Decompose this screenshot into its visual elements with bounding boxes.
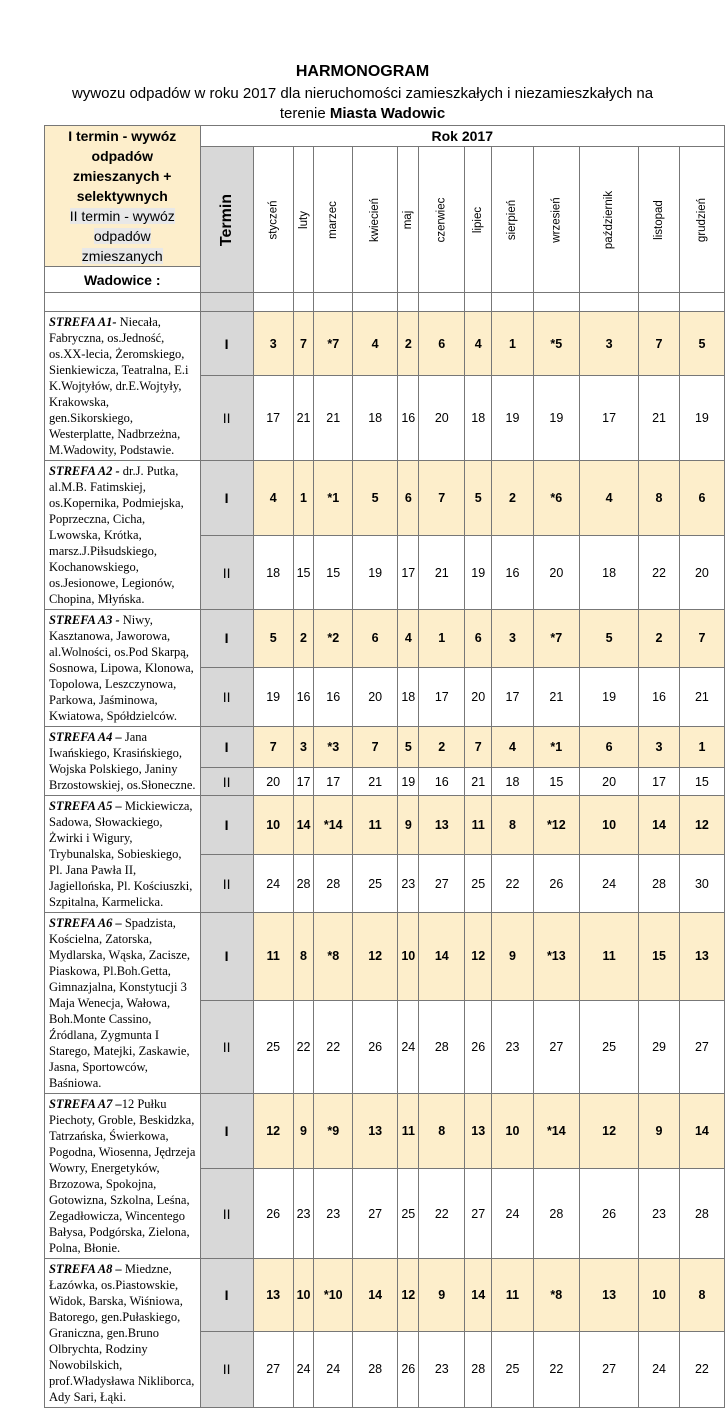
term-2-date: 28 xyxy=(533,1169,579,1259)
term-1-date: 5 xyxy=(679,312,724,376)
term-2-date: 27 xyxy=(253,1331,293,1407)
term-1-date: 10 xyxy=(253,796,293,855)
term-1-date: 13 xyxy=(253,1259,293,1332)
month-header xyxy=(253,147,293,293)
term-1-date: 14 xyxy=(293,796,314,855)
term-2-date: 27 xyxy=(679,1000,724,1093)
blank-cell xyxy=(200,293,253,312)
term-2-date: 17 xyxy=(580,376,639,461)
term-1-date: 9 xyxy=(419,1259,465,1332)
term-2-date: 21 xyxy=(679,667,724,726)
term-2-date: 20 xyxy=(465,667,492,726)
blank-cell xyxy=(398,293,419,312)
term-2-date: 28 xyxy=(639,855,680,913)
term-2-date: 28 xyxy=(293,855,314,913)
term-1-date: 13 xyxy=(419,796,465,855)
term-1-date: 8 xyxy=(492,796,533,855)
term-2-date: 28 xyxy=(679,1169,724,1259)
month-label: grudzień xyxy=(695,197,708,242)
term-2-date: 16 xyxy=(293,667,314,726)
term-1-date: 8 xyxy=(679,1259,724,1332)
term-2-date: 21 xyxy=(419,536,465,610)
zone-streets-cell xyxy=(45,1259,201,1408)
term-2-date: 24 xyxy=(293,1331,314,1407)
term-2-date: 26 xyxy=(398,1331,419,1407)
term-1-date: 6 xyxy=(580,727,639,768)
month-header xyxy=(533,147,579,293)
term-1-date: 11 xyxy=(580,913,639,1001)
blank-cell xyxy=(465,293,492,312)
term-1-date: 11 xyxy=(465,796,492,855)
term-1-date: 3 xyxy=(580,312,639,376)
zone-streets: Miedzne, Łazówka, os.Piastowskie, Widok, Barska, Wiśniowa, Batorego, gen.Pułaskiego, Graniczna, gen.Bruno Olbrychta, Rodziny Nowobilskich, prof.Władysława Nikliborca, Ady Sari, Łąki. xyxy=(49,1262,195,1404)
term-2-date: 20 xyxy=(419,376,465,461)
term-1-date: 8 xyxy=(419,1094,465,1169)
term-2-date: 15 xyxy=(293,536,314,610)
year-header: Rok 2017 xyxy=(200,126,724,147)
term-1-date: 2 xyxy=(398,312,419,376)
term-1-date: 14 xyxy=(353,1259,398,1332)
term-1-date: *7 xyxy=(314,312,353,376)
term-1-date: 1 xyxy=(492,312,533,376)
term-1-date: 13 xyxy=(465,1094,492,1169)
term-1-date: 4 xyxy=(580,461,639,536)
term-2-date: 16 xyxy=(492,536,533,610)
term-2-date: 23 xyxy=(492,1000,533,1093)
term-1-date: 4 xyxy=(465,312,492,376)
term-1-date: *1 xyxy=(314,461,353,536)
term-2-date: 15 xyxy=(679,768,724,796)
month-header xyxy=(398,147,419,293)
month-header xyxy=(492,147,533,293)
term-2-date: 26 xyxy=(253,1169,293,1259)
term-2-date: 16 xyxy=(419,768,465,796)
month-label: marzec xyxy=(327,200,340,239)
term-2-date: 19 xyxy=(679,376,724,461)
term-2-date: 17 xyxy=(293,768,314,796)
term-2-date: 20 xyxy=(580,768,639,796)
term-1-date: 8 xyxy=(293,913,314,1001)
term-1-date: 9 xyxy=(492,913,533,1001)
term-2-date: 19 xyxy=(580,667,639,726)
term-2-date: 26 xyxy=(465,1000,492,1093)
month-header xyxy=(293,147,314,293)
term-2-label: II xyxy=(200,768,253,796)
term-2-date: 18 xyxy=(580,536,639,610)
term-1-date: 4 xyxy=(398,610,419,668)
month-label: kwiecień xyxy=(369,197,382,242)
term-2-date: 19 xyxy=(353,536,398,610)
term-1-date: *10 xyxy=(314,1259,353,1332)
term-2-date: 28 xyxy=(419,1000,465,1093)
term-2-label: II xyxy=(200,1331,253,1407)
blank-cell xyxy=(639,293,680,312)
zone-row-term1 xyxy=(45,461,725,536)
term-1-date: 7 xyxy=(353,727,398,768)
zone-name: STREFA A1- xyxy=(49,315,117,329)
term-2-date: 20 xyxy=(253,768,293,796)
month-label: sierpień xyxy=(506,199,519,240)
term-1-label: I xyxy=(200,796,253,855)
zone-streets: 12 Pułku Piechoty, Groble, Beskidzka, Tatrzańska, Świerkowa, Pogodna, Wiosenna, Jędrzeja Wowry, Energetyków, Brzozowa, Spokojna, Gotowizna, Szkolna, Leśna, Zegadłowicza, Wincentego Bałysa, Podgórska, Zielona, Polna, Błonie. xyxy=(49,1097,196,1255)
blank-cell xyxy=(353,293,398,312)
zone-streets-cell xyxy=(45,796,201,913)
term-2-date: 18 xyxy=(253,536,293,610)
month-label: październik xyxy=(603,190,616,249)
blank-cell xyxy=(293,293,314,312)
term-1-date: 2 xyxy=(419,727,465,768)
zone-row-term1 xyxy=(45,796,725,855)
term-1-date: 12 xyxy=(580,1094,639,1169)
term-2-date: 24 xyxy=(314,1331,353,1407)
term-1-date: 14 xyxy=(639,796,680,855)
term-1-date: 7 xyxy=(679,610,724,668)
town-label: Wadowice : xyxy=(45,267,201,293)
term-1-date: *3 xyxy=(314,727,353,768)
term-1-date: *14 xyxy=(314,796,353,855)
blank-cell xyxy=(580,293,639,312)
term-1-date: *14 xyxy=(533,1094,579,1169)
term-2-date: 26 xyxy=(353,1000,398,1093)
subtitle-bold: Miasta Wadowic xyxy=(329,105,446,122)
month-label: czerwiec xyxy=(435,197,448,242)
zone-streets: dr.J. Putka, al.M.B. Fatimskiej, os.Kopernika, Podmiejska, Poprzeczna, Cicha, Lwowska, Krótka, marsz.J.Piłsudskiego, Kochanowskiego, os.Jesionowe, Legionów, Chopina, Młyńska. xyxy=(49,464,184,606)
term-2-date: 17 xyxy=(419,667,465,726)
term-1-date: 13 xyxy=(353,1094,398,1169)
term-1-date: *6 xyxy=(533,461,579,536)
month-header xyxy=(679,147,724,293)
zone-streets: Spadzista, Kościelna, Zatorska, Mydlarska, Wąska, Zacisze, Piaskowa, Pl.Boh.Getta, Gimnazjalna, Konstytucji 3 Maja Wenecja, Wałowa, Boh.Monte Cassino, Źródlana, Zygmunta I Starego, Matejki, Zaskawie, Jasna, Sportowców, Baśniowa. xyxy=(49,916,191,1090)
term-1-date: *7 xyxy=(533,610,579,668)
month-header xyxy=(580,147,639,293)
zone-streets: Jana Iwańskiego, Krasińskiego, Wojska Polskiego, Janiny Brzostowskiej, os.Słoneczne. xyxy=(49,730,196,792)
term-1-date: 4 xyxy=(253,461,293,536)
zone-streets-cell xyxy=(45,312,201,461)
term-2-date: 24 xyxy=(253,855,293,913)
term-1-date: 7 xyxy=(639,312,680,376)
term-1-date: 5 xyxy=(465,461,492,536)
term-1-date: 10 xyxy=(580,796,639,855)
term-1-date: 7 xyxy=(253,727,293,768)
term-2-date: 28 xyxy=(314,855,353,913)
page-title: HARMONOGRAM xyxy=(295,63,430,80)
term-2-label: II xyxy=(200,667,253,726)
term-2-date: 20 xyxy=(533,536,579,610)
term-2-date: 21 xyxy=(639,376,680,461)
term-2-date: 15 xyxy=(533,768,579,796)
term-2-date: 23 xyxy=(314,1169,353,1259)
term-2-date: 29 xyxy=(639,1000,680,1093)
legend-line1: I termin - wywóz odpadów xyxy=(68,128,177,164)
legend-line2: zmieszanych + selektywnych xyxy=(73,168,172,204)
term-2-date: 22 xyxy=(639,536,680,610)
term-2-date: 28 xyxy=(353,1331,398,1407)
month-label: wrzesień xyxy=(550,196,563,243)
term-1-date: 3 xyxy=(293,727,314,768)
term-1-date: 10 xyxy=(293,1259,314,1332)
blank-cell xyxy=(419,293,465,312)
term-1-label: I xyxy=(200,727,253,768)
zone-streets-cell xyxy=(45,461,201,610)
term-2-date: 25 xyxy=(580,1000,639,1093)
term-2-date: 27 xyxy=(353,1169,398,1259)
zone-name: STREFA A8 – xyxy=(49,1262,122,1276)
zone-name: STREFA A3 - xyxy=(49,613,120,627)
term-2-date: 20 xyxy=(679,536,724,610)
term-1-date: 7 xyxy=(293,312,314,376)
term-2-date: 19 xyxy=(533,376,579,461)
term-2-date: 27 xyxy=(580,1331,639,1407)
term-2-date: 24 xyxy=(639,1331,680,1407)
zone-streets-cell xyxy=(45,610,201,727)
term-1-date: 9 xyxy=(293,1094,314,1169)
term-1-date: 4 xyxy=(353,312,398,376)
term-1-date: 11 xyxy=(398,1094,419,1169)
term-1-date: 12 xyxy=(353,913,398,1001)
term-2-date: 21 xyxy=(465,768,492,796)
term-2-label: II xyxy=(200,1000,253,1093)
legend-line3: II termin - wywóz odpadów xyxy=(69,208,175,244)
term-1-date: 5 xyxy=(580,610,639,668)
term-2-date: 19 xyxy=(253,667,293,726)
term-2-date: 26 xyxy=(533,855,579,913)
term-1-label: I xyxy=(200,312,253,376)
term-2-date: 21 xyxy=(293,376,314,461)
term-2-date: 16 xyxy=(639,667,680,726)
subtitle-line1: wywozu odpadów w roku 2017 dla nieruchomości zamieszkałych i niezamieszkałych na xyxy=(71,85,654,102)
zone-streets-cell xyxy=(45,913,201,1094)
term-1-date: 10 xyxy=(639,1259,680,1332)
term-1-label: I xyxy=(200,610,253,668)
zone-name: STREFA A5 – xyxy=(49,799,122,813)
term-2-date: 22 xyxy=(679,1331,724,1407)
term-1-date: 9 xyxy=(639,1094,680,1169)
term-1-date: 2 xyxy=(639,610,680,668)
term-2-date: 17 xyxy=(492,667,533,726)
term-1-date: 8 xyxy=(639,461,680,536)
blank-cell xyxy=(492,293,533,312)
zone-row-term1 xyxy=(45,1259,725,1332)
termin-header xyxy=(200,147,253,293)
term-1-date: 10 xyxy=(492,1094,533,1169)
term-1-date: 3 xyxy=(492,610,533,668)
term-1-date: *8 xyxy=(314,913,353,1001)
term-2-date: 21 xyxy=(353,768,398,796)
term-2-label: II xyxy=(200,855,253,913)
term-1-date: 11 xyxy=(492,1259,533,1332)
term-2-date: 28 xyxy=(465,1331,492,1407)
term-2-date: 25 xyxy=(492,1331,533,1407)
month-header xyxy=(353,147,398,293)
zone-name: STREFA A6 – xyxy=(49,916,122,930)
term-1-date: *8 xyxy=(533,1259,579,1332)
term-1-date: *13 xyxy=(533,913,579,1001)
month-label: listopad xyxy=(653,199,666,240)
term-1-date: 6 xyxy=(465,610,492,668)
term-1-date: *5 xyxy=(533,312,579,376)
month-header xyxy=(639,147,680,293)
term-2-date: 30 xyxy=(679,855,724,913)
legend-line4: zmieszanych xyxy=(81,248,163,264)
term-1-date: 12 xyxy=(679,796,724,855)
term-2-date: 18 xyxy=(353,376,398,461)
month-header xyxy=(314,147,353,293)
term-1-date: *12 xyxy=(533,796,579,855)
term-2-date: 18 xyxy=(492,768,533,796)
subtitle-prefix: terenie xyxy=(279,105,330,122)
term-2-label: II xyxy=(200,1169,253,1259)
legend-cell xyxy=(45,126,201,267)
term-1-date: 3 xyxy=(639,727,680,768)
term-2-date: 24 xyxy=(398,1000,419,1093)
term-1-date: 4 xyxy=(492,727,533,768)
schedule-table xyxy=(44,125,725,1408)
term-1-date: 5 xyxy=(253,610,293,668)
term-2-date: 27 xyxy=(419,855,465,913)
term-1-date: 9 xyxy=(398,796,419,855)
zone-row-term1 xyxy=(45,1094,725,1169)
zone-row-term1 xyxy=(45,610,725,668)
month-label: luty xyxy=(297,210,310,229)
term-2-date: 17 xyxy=(639,768,680,796)
term-1-date: 2 xyxy=(492,461,533,536)
zone-name: STREFA A4 – xyxy=(49,730,122,744)
term-1-label: I xyxy=(200,1259,253,1332)
term-1-label: I xyxy=(200,1094,253,1169)
term-1-date: 12 xyxy=(398,1259,419,1332)
term-1-date: 6 xyxy=(398,461,419,536)
blank-cell xyxy=(679,293,724,312)
term-1-date: 2 xyxy=(293,610,314,668)
term-2-date: 17 xyxy=(398,536,419,610)
page-subtitle xyxy=(40,84,685,124)
term-2-date: 25 xyxy=(253,1000,293,1093)
term-2-date: 16 xyxy=(314,667,353,726)
zone-streets-cell xyxy=(45,727,201,796)
term-1-date: 5 xyxy=(353,461,398,536)
zone-streets-cell xyxy=(45,1094,201,1259)
term-1-date: 1 xyxy=(419,610,465,668)
term-1-label: I xyxy=(200,461,253,536)
term-1-date: 14 xyxy=(465,1259,492,1332)
term-1-date: *9 xyxy=(314,1094,353,1169)
term-1-date: *1 xyxy=(533,727,579,768)
term-2-date: 18 xyxy=(465,376,492,461)
month-label: lipiec xyxy=(472,206,485,233)
term-2-date: 25 xyxy=(398,1169,419,1259)
term-1-date: 11 xyxy=(253,913,293,1001)
term-1-date: 3 xyxy=(253,312,293,376)
zone-name: STREFA A2 - xyxy=(49,464,120,478)
zone-name: STREFA A7 – xyxy=(49,1097,122,1111)
term-1-date: 12 xyxy=(253,1094,293,1169)
termin-label: Termin xyxy=(217,193,235,246)
term-1-date: 5 xyxy=(398,727,419,768)
month-header xyxy=(419,147,465,293)
term-2-date: 18 xyxy=(398,667,419,726)
blank-cell xyxy=(45,293,201,312)
term-2-date: 24 xyxy=(492,1169,533,1259)
term-2-date: 19 xyxy=(398,768,419,796)
zone-streets: Niwy, Kasztanowa, Jaworowa, al.Wolności, os.Pod Skarpą, Sosnowa, Lipowa, Klonowa, Topolowa, Leszczynowa, Parkowa, Jaśminowa, Kwiatowa, Spółdzielców. xyxy=(49,613,194,723)
term-2-date: 22 xyxy=(293,1000,314,1093)
term-1-date: 11 xyxy=(353,796,398,855)
term-1-date: 12 xyxy=(465,913,492,1001)
term-2-date: 22 xyxy=(533,1331,579,1407)
zone-row-term1 xyxy=(45,727,725,768)
term-2-date: 22 xyxy=(419,1169,465,1259)
term-1-date: 15 xyxy=(639,913,680,1001)
blank-row xyxy=(45,293,725,312)
term-2-date: 23 xyxy=(398,855,419,913)
month-label: maj xyxy=(402,210,415,229)
term-1-date: 6 xyxy=(679,461,724,536)
term-2-date: 17 xyxy=(314,768,353,796)
term-1-date: 13 xyxy=(679,913,724,1001)
term-2-date: 21 xyxy=(314,376,353,461)
term-1-date: 14 xyxy=(419,913,465,1001)
term-2-date: 27 xyxy=(465,1169,492,1259)
term-1-date: 6 xyxy=(353,610,398,668)
term-1-date: 6 xyxy=(419,312,465,376)
month-label: styczeń xyxy=(267,200,280,239)
term-1-date: 14 xyxy=(679,1094,724,1169)
term-1-date: 1 xyxy=(293,461,314,536)
term-2-date: 20 xyxy=(353,667,398,726)
term-2-date: 16 xyxy=(398,376,419,461)
zone-row-term1 xyxy=(45,312,725,376)
term-2-date: 23 xyxy=(639,1169,680,1259)
blank-cell xyxy=(533,293,579,312)
term-2-date: 15 xyxy=(314,536,353,610)
term-2-date: 26 xyxy=(580,1169,639,1259)
blank-cell xyxy=(253,293,293,312)
term-1-date: 13 xyxy=(580,1259,639,1332)
zone-streets: Mickiewicza, Sadowa, Słowackiego, Żwirki i Wigury, Trybunalska, Sobieskiego, Pl. Jana Pawła II, Jagiellońska, Pl. Kościuszki, Szpitalna, Karmelicka. xyxy=(49,799,193,909)
schedule-body xyxy=(45,126,725,1408)
term-2-date: 19 xyxy=(465,536,492,610)
term-2-label: II xyxy=(200,376,253,461)
term-1-label: I xyxy=(200,913,253,1001)
term-2-date: 21 xyxy=(533,667,579,726)
term-2-date: 22 xyxy=(492,855,533,913)
zone-row-term1 xyxy=(45,913,725,1001)
term-2-date: 19 xyxy=(492,376,533,461)
term-2-date: 23 xyxy=(419,1331,465,1407)
term-2-date: 23 xyxy=(293,1169,314,1259)
term-2-label: II xyxy=(200,536,253,610)
term-2-date: 17 xyxy=(253,376,293,461)
term-2-date: 25 xyxy=(465,855,492,913)
term-1-date: 10 xyxy=(398,913,419,1001)
blank-cell xyxy=(314,293,353,312)
term-1-date: *2 xyxy=(314,610,353,668)
term-1-date: 7 xyxy=(465,727,492,768)
term-2-date: 27 xyxy=(533,1000,579,1093)
zone-streets: Niecała, Fabryczna, os.Jedność, os.XX-lecia, Żeromskiego, Sienkiewicza, Teatralna, E.i K.Wojtyłów, dr.E.Wojtyły, Krakowska, gen.Sikorskiego, Westerplatte, Nadbrzeżna, M.Wadowity, Podstawie. xyxy=(49,315,189,457)
term-2-date: 25 xyxy=(353,855,398,913)
term-2-date: 24 xyxy=(580,855,639,913)
term-2-date: 22 xyxy=(314,1000,353,1093)
month-header xyxy=(465,147,492,293)
term-1-date: 7 xyxy=(419,461,465,536)
term-1-date: 1 xyxy=(679,727,724,768)
